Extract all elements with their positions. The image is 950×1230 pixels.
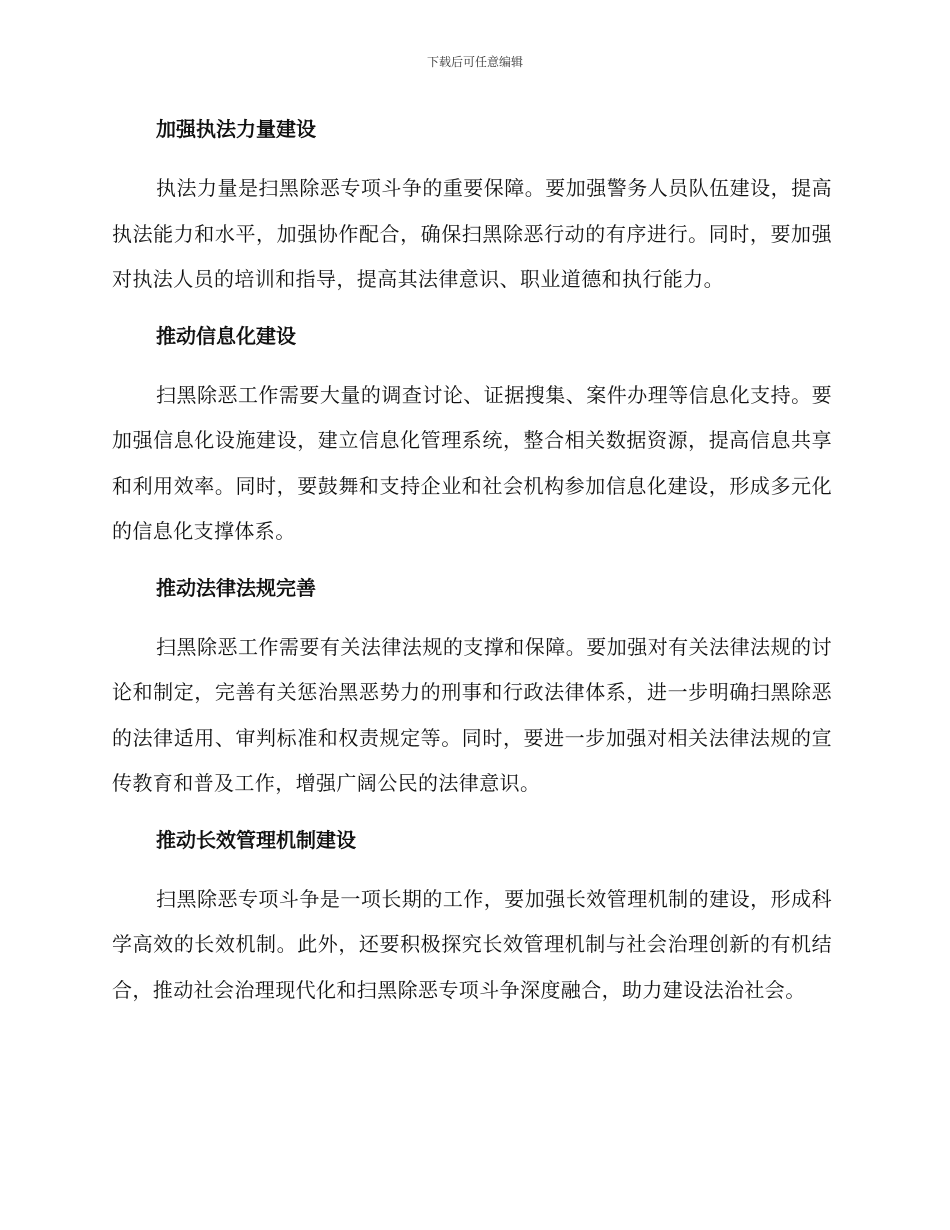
section-long-term-mechanism <box>112 823 832 1014</box>
section-law-enforcement <box>112 112 832 303</box>
section-paragraph: 扫黑除恶工作需要大量的调查讨论、证据搜集、案件办理等信息化支持。要加强信息化设施建设，建立信息化管理系统，整合相关数据资源，提高信息共享和利用效率。同时，要鼓舞和支持企业和社会机构参加信息化建设，形成多元化的信息化支撑体系。 <box>112 382 832 543</box>
section-heading: 推动长效管理机制建设 <box>156 827 356 852</box>
section-heading: 推动法律法规完善 <box>156 575 316 600</box>
section-legislation <box>112 571 832 807</box>
section-paragraph: 扫黑除恶工作需要有关法律法规的支撑和保障。要加强对有关法律法规的讨论和制定，完善有关惩治黑恶势力的刑事和行政法律体系，进一步明确扫黑除恶的法律适用、审判标准和权责规定等。同时，要进一步加强对相关法律法规的宣传教育和普及工作，增强广阔公民的法律意识。 <box>112 634 832 795</box>
section-heading: 加强执法力量建设 <box>156 117 316 141</box>
section-paragraph: 扫黑除恶专项斗争是一项长期的工作，要加强长效管理机制的建设，形成科学高效的长效机制。此外，还要积极探究长效管理机制与社会治理创新的有机结合，推动社会治理现代化和扫黑除恶专项斗争深度融合，助力建设法治社会。 <box>112 886 832 1002</box>
document-body <box>112 112 832 1029</box>
section-heading: 推动信息化建设 <box>156 323 296 348</box>
section-informatization <box>112 319 832 555</box>
section-paragraph: 执法力量是扫黑除恶专项斗争的重要保障。要加强警务人员队伍建设，提高执法能力和水平，加强协作配合，确保扫黑除恶行动的有序进行。同时，要加强对执法人员的培训和指导，提高其法律意识、职业道德和执行能力。 <box>112 176 832 291</box>
page-header: 下载后可任意编辑 <box>426 55 523 69</box>
